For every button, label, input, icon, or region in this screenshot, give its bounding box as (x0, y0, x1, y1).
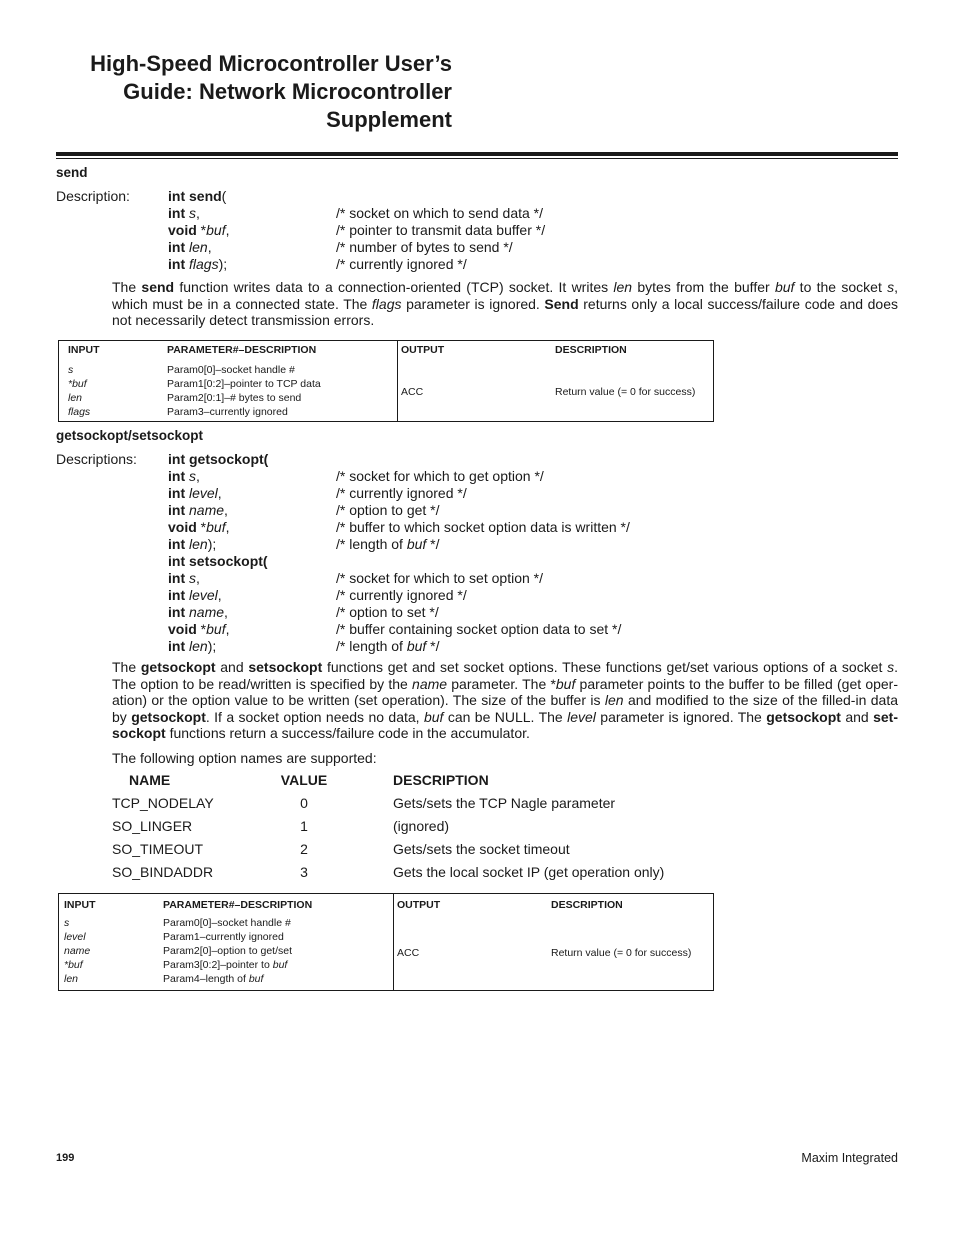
options-header-description: DESCRIPTION (393, 772, 489, 788)
getsockopt-heading: getsockopt/setsockopt (56, 428, 204, 443)
signature-line: int name, /* option to set */ (168, 604, 439, 620)
signature-line: int flags); /* currently ignored */ (168, 256, 467, 272)
param-list: Param0[0]–socket handle # Param1[0:2]–pointer to TCP data Param2[0:1]–# bytes to send Param3–currently ignored (167, 363, 321, 418)
option-value: 1 (300, 818, 308, 834)
code-comment: /* option to get */ (336, 502, 440, 518)
code-comment: /* option to set */ (336, 604, 439, 620)
code-comment: /* currently ignored */ (336, 485, 467, 501)
option-row (112, 792, 812, 815)
column-header-input: INPUT (68, 344, 100, 356)
code-comment: /* buffer to which socket option data is written */ (336, 519, 630, 535)
option-description: Gets the local socket IP (get operation only) (393, 864, 665, 880)
page-number: 199 (56, 1152, 75, 1164)
description-cell: Return value (= 0 for success) (555, 385, 696, 398)
signature-line: int s, /* socket for which to set option */ (168, 570, 543, 586)
send-io-table (58, 340, 714, 422)
getsockopt-io-table (58, 893, 714, 991)
code-comment: /* length of buf */ (336, 638, 440, 654)
page-title (56, 50, 452, 134)
input-list: s *buf len flags (68, 363, 91, 418)
send-paragraph: The send function writes data to a connection-oriented (TCP) socket. It writes len bytes from the buffer buf to the socket s, which must be in a connected state. The flags parameter is ignored. Send returns only a local success/failure code and does not necessarily detect transmission errors. (112, 279, 898, 329)
options-header-name: NAME (129, 772, 171, 788)
signature-line: int len, /* number of bytes to send */ (168, 239, 513, 255)
company-name: Maxim Integrated (801, 1151, 898, 1165)
option-name: SO_TIMEOUT (112, 841, 204, 857)
signature-line: int s, /* socket for which to get option */ (168, 468, 544, 484)
title-line-1: High-Speed Microcontroller User’s (90, 51, 452, 76)
output-cell: ACC (398, 363, 556, 422)
getsockopt-description-label: Descriptions: (56, 451, 137, 467)
signature-line: int setsockopt( (168, 553, 268, 569)
input-list: s level name *buf len (64, 916, 91, 985)
option-value: 2 (300, 841, 308, 857)
getsockopt-signature (168, 451, 688, 655)
code-comment: /* socket on which to send data */ (336, 205, 544, 221)
option-name: SO_BINDADDR (112, 864, 214, 880)
column-header-input: INPUT (64, 899, 96, 911)
description-cell: Return value (= 0 for success) (551, 946, 692, 959)
option-description: Gets/sets the socket timeout (393, 841, 570, 857)
option-name: SO_LINGER (112, 818, 193, 834)
options-table (112, 769, 812, 884)
option-description: Gets/sets the TCP Nagle parameter (393, 795, 616, 811)
signature-line: void *buf, /* buffer containing socket option data to set */ (168, 621, 622, 637)
send-heading: send (56, 165, 88, 180)
signature-line: int level, /* currently ignored */ (168, 485, 467, 501)
code-comment: /* pointer to transmit data buffer */ (336, 222, 546, 238)
option-name: TCP_NODELAY (112, 795, 214, 811)
signature-line: void *buf, /* buffer to which socket option data is written */ (168, 519, 630, 535)
signature-line: int send( (168, 188, 227, 204)
column-header-output: OUTPUT (398, 341, 556, 363)
column-header-output: OUTPUT (394, 894, 552, 916)
signature-line: int s, /* socket on which to send data */ (168, 205, 544, 221)
header-rule-thick (56, 152, 898, 156)
header-rule-thin (56, 158, 898, 159)
code-comment: /* number of bytes to send */ (336, 239, 513, 255)
option-row (112, 838, 812, 861)
column-header-param: PARAMETER#–DESCRIPTION (163, 899, 313, 911)
title-line-2: Guide: Network Microcontroller (123, 79, 452, 104)
output-cell: ACC (394, 916, 552, 991)
code-comment: /* length of buf */ (336, 536, 440, 552)
options-intro: The following option names are supported: (112, 750, 377, 766)
option-value: 3 (300, 864, 308, 880)
column-header-description: DESCRIPTION (555, 344, 627, 356)
title-line-3: Supplement (326, 107, 452, 132)
options-header-row (112, 769, 812, 792)
send-description-label: Description: (56, 188, 130, 204)
option-description: (ignored) (393, 818, 450, 834)
param-list: Param0[0]–socket handle # Param1–currently ignored Param2[0]–option to get/set Param3[0:2]–pointer to buf Param4–length of buf (163, 916, 292, 985)
code-comment: /* currently ignored */ (336, 587, 467, 603)
column-header-description: DESCRIPTION (551, 899, 623, 911)
code-comment: /* socket for which to get option */ (336, 468, 544, 484)
code-comment: /* buffer containing socket option data to set */ (336, 621, 622, 637)
code-comment: /* socket for which to set option */ (336, 570, 543, 586)
option-row (112, 861, 812, 884)
column-header-param: PARAMETER#–DESCRIPTION (167, 344, 317, 356)
signature-line: int len); /* length of buf */ (168, 638, 440, 654)
signature-line: void *buf, /* pointer to transmit data buffer */ (168, 222, 546, 238)
option-value: 0 (300, 795, 308, 811)
options-header-value: VALUE (280, 772, 328, 788)
signature-line: int len); /* length of buf */ (168, 536, 440, 552)
signature-line: int name, /* option to get */ (168, 502, 440, 518)
code-comment: /* currently ignored */ (336, 256, 467, 272)
signature-line: int level, /* currently ignored */ (168, 587, 467, 603)
signature-line: int getsockopt( (168, 451, 269, 467)
send-signature (168, 188, 688, 273)
getsockopt-paragraph: The getsockopt and setsockopt functions get and set socket options. These functions get/set various options of a socket s. The option to be read/written is specified by the name parameter. The *buf parameter points to the buffer to be filled (get oper-ation) or the option value to be written (set operation). The size of the buffer is len and modified to the size of the filled-in data by getsockopt. If a socket option needs no data, buf can be NULL. The level parameter is ignored. The getsockopt and set-sockopt functions return a success/failure code in the accumulator. (112, 659, 898, 742)
option-row (112, 815, 812, 838)
